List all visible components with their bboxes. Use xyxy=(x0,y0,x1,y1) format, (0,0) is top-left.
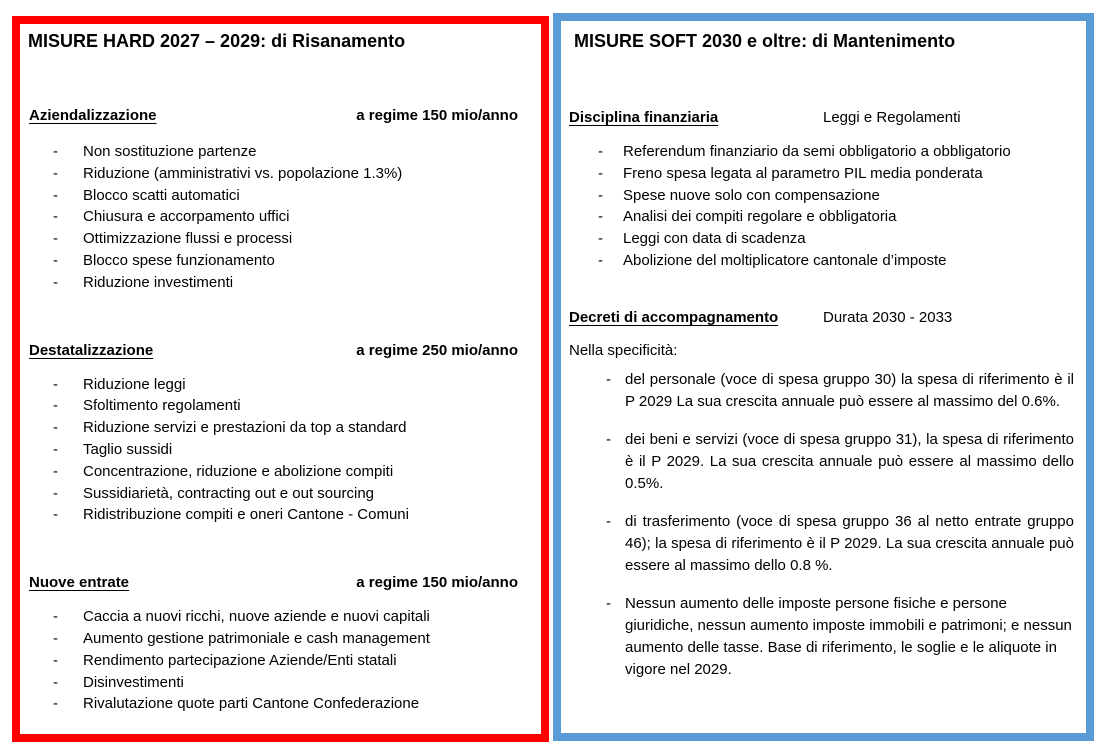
list-item: - Leggi con data di scadenza xyxy=(561,228,1086,250)
disciplina-finanziaria-list xyxy=(561,141,1086,272)
list-item: - Non sostituzione partenze xyxy=(20,141,541,163)
section-note: Leggi e Regolamenti xyxy=(823,109,961,126)
list-item: - Concentrazione, riduzione e abolizione compiti xyxy=(20,461,541,483)
section-heading: Aziendalizzazione xyxy=(29,107,157,124)
section-header-aziendalizzazione xyxy=(20,106,541,126)
paragraph-item: - Nessun aumento delle imposte persone fisiche e persone giuridiche, nessun aumento imposte immobili e patrimoni; e nessun aumento delle tasse. Base di riferimento, le soglie e le aliquote in vigore nel 2029. xyxy=(561,593,1086,681)
section-heading: Nuove entrate xyxy=(29,574,130,592)
paragraph-item: - del personale (voce di spesa gruppo 30) la spesa di riferimento è il P 2029 La sua crescita annuale può essere al massimo del 0.6%. xyxy=(561,369,1086,413)
list-item: - Ridistribuzione compiti e oneri Cantone - Comuni xyxy=(20,504,541,526)
list-item: - Ottimizzazione flussi e processi xyxy=(20,228,541,250)
list-item: - Analisi dei compiti regolare e obbligatoria xyxy=(561,206,1086,228)
section-note: a regime 250 mio/anno xyxy=(356,341,518,359)
intro-text: Nella specificità: xyxy=(569,341,678,359)
list-item: - Referendum finanziario da semi obbligatorio a obbligatorio xyxy=(561,141,1086,163)
section-note: a regime 150 mio/anno xyxy=(356,574,518,592)
list-item: - Chiusura e accorpamento uffici xyxy=(20,206,541,228)
nuove-entrate-list xyxy=(20,606,541,715)
list-item: - Rivalutazione quote parti Cantone Confederazione xyxy=(20,693,541,715)
list-item: - Spese nuove solo con compensazione xyxy=(561,185,1086,207)
list-item: - Aumento gestione patrimoniale e cash management xyxy=(20,628,541,650)
destatalizzazione-list xyxy=(20,374,541,527)
list-item: - Rendimento partecipazione Aziende/Enti statali xyxy=(20,650,541,672)
list-item: - Riduzione servizi e prestazioni da top a standard xyxy=(20,417,541,439)
decreti-paragraph-list xyxy=(561,369,1086,681)
paragraph-item: - di trasferimento (voce di spesa gruppo 36 al netto entrate gruppo 46); la spesa di riferimento è il P 2029. La sua crescita annuale può essere al massimo dello 0.8 %. xyxy=(561,511,1086,577)
section-heading: Disciplina finanziaria xyxy=(569,109,719,126)
section-header-nuove-entrate xyxy=(20,573,541,593)
list-item: - Abolizione del moltiplicatore cantonale d’imposte xyxy=(561,250,1086,272)
list-item: - Caccia a nuovi ricchi, nuove aziende e nuovi capitali xyxy=(20,606,541,628)
list-item: - Riduzione investimenti xyxy=(20,272,541,294)
section-heading: Destatalizzazione xyxy=(29,341,154,359)
list-item: - Freno spesa legata al parametro PIL media ponderata xyxy=(561,163,1086,185)
page-title: MISURE HARD 2027 – 2029: di Risanamento xyxy=(28,31,406,51)
section-header-disciplina-finanziaria xyxy=(561,108,1086,128)
page-title: MISURE SOFT 2030 e oltre: di Mantenimento xyxy=(574,31,956,51)
section-note: a regime 150 mio/anno xyxy=(356,107,518,124)
section-header-decreti xyxy=(561,308,1086,328)
aziendalizzazione-list xyxy=(20,141,541,294)
section-header-destatalizzazione xyxy=(20,341,541,361)
paragraph-item: - dei beni e servizi (voce di spesa gruppo 31), la spesa di riferimento è il P 2029. La sua crescita annuale può essere al massimo dello 0.5%. xyxy=(561,429,1086,495)
list-item: - Sfoltimento regolamenti xyxy=(20,395,541,417)
list-item: - Riduzione leggi xyxy=(20,374,541,396)
section-note: Durata 2030 - 2033 xyxy=(823,308,953,326)
soft-measures-panel xyxy=(553,13,1094,741)
list-item: - Taglio sussidi xyxy=(20,439,541,461)
list-item: - Blocco scatti automatici xyxy=(20,185,541,207)
list-item: - Blocco spese funzionamento xyxy=(20,250,541,272)
section-heading: Decreti di accompagnamento xyxy=(569,308,779,326)
list-item: - Disinvestimenti xyxy=(20,672,541,694)
list-item: - Riduzione (amministrativi vs. popolazione 1.3%) xyxy=(20,163,541,185)
hard-measures-panel xyxy=(12,16,549,742)
list-item: - Sussidiarietà, contracting out e out sourcing xyxy=(20,483,541,505)
